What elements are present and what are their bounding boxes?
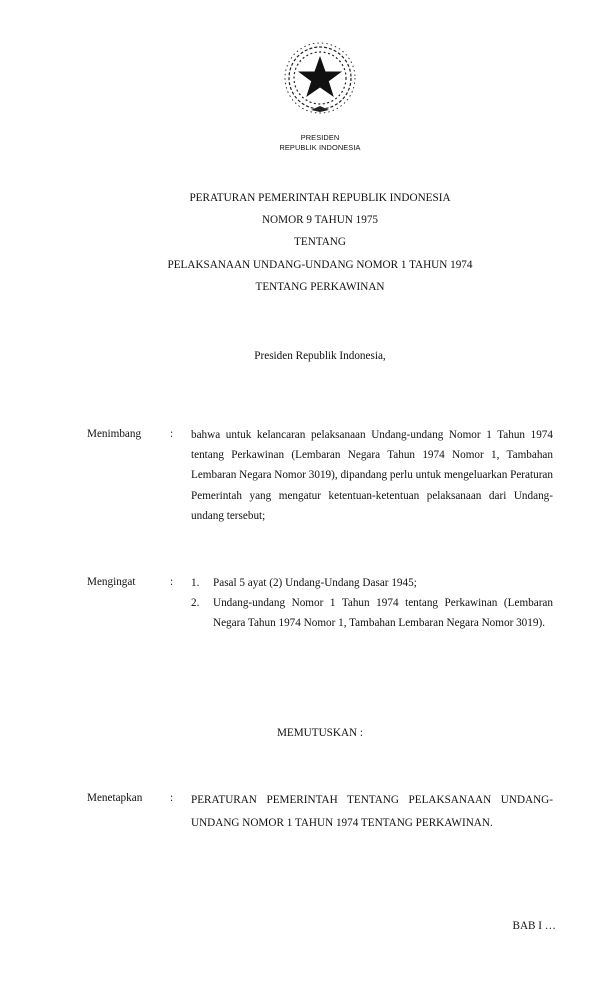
- next-page-marker: BAB I …: [512, 920, 556, 932]
- list-item-number: 2.: [191, 597, 200, 610]
- list-item-text: Undang-undang Nomor 1 Tahun 1974 tentang Perkawinan (Lembaran Negara Tahun 1974 Nomor 1, Tambahan Lembaran Negara Nomor 3019).: [213, 597, 553, 630]
- title-line: PELAKSANAAN UNDANG-UNDANG NOMOR 1 TAHUN 1974: [167, 259, 473, 271]
- menetapkan-text: [191, 789, 553, 835]
- mengingat-label: Mengingat: [87, 576, 136, 588]
- title-line: NOMOR 9 TAHUN 1975: [261, 214, 379, 226]
- menetapkan-colon: :: [170, 792, 174, 804]
- menimbang-paragraph: bahwa untuk kelancaran pelaksanaan Undang-undang Nomor 1 Tahun 1974 tentang Perkawinan (Lembaran Negara Tahun 1974 Nomor 1, Tambahan Lembaran Negara Nomor 3019), dipandang perlu untuk mengeluarkan Peraturan Pemerintah yang mengatur ketentuan-ketentuan pelaksanaan dari Undang-undang tersebut;: [191, 429, 553, 522]
- mengingat-colon: :: [170, 576, 174, 588]
- title-line: PERATURAN PEMERINTAH REPUBLIK INDONESIA: [189, 192, 451, 204]
- menimbang-text: [191, 425, 553, 526]
- preamble: Presiden Republik Indonesia,: [254, 350, 386, 362]
- org-name-line1: PRESIDEN: [300, 133, 340, 142]
- org-name-line2: REPUBLIK INDONESIA: [279, 143, 361, 152]
- title-line: TENTANG PERKAWINAN: [255, 281, 385, 293]
- list-item: [191, 573, 553, 593]
- menetapkan-paragraph: PERATURAN PEMERINTAH TENTANG PELAKSANAAN UNDANG-UNDANG NOMOR 1 TAHUN 1974 TENTANG PERKAWINAN.: [191, 794, 553, 829]
- title-line: TENTANG: [294, 236, 346, 248]
- garuda-emblem-icon: [281, 40, 359, 120]
- menimbang-colon: :: [170, 428, 174, 440]
- mengingat-list: [191, 573, 553, 634]
- list-item-number: 1.: [191, 577, 200, 589]
- list-item-text: Pasal 5 ayat (2) Undang-Undang Dasar 1945;: [213, 577, 417, 589]
- list-item: [191, 593, 553, 633]
- memutuskan-heading: MEMUTUSKAN :: [276, 727, 364, 739]
- menimbang-label: Menimbang: [87, 428, 142, 440]
- menetapkan-label: Menetapkan: [87, 792, 143, 804]
